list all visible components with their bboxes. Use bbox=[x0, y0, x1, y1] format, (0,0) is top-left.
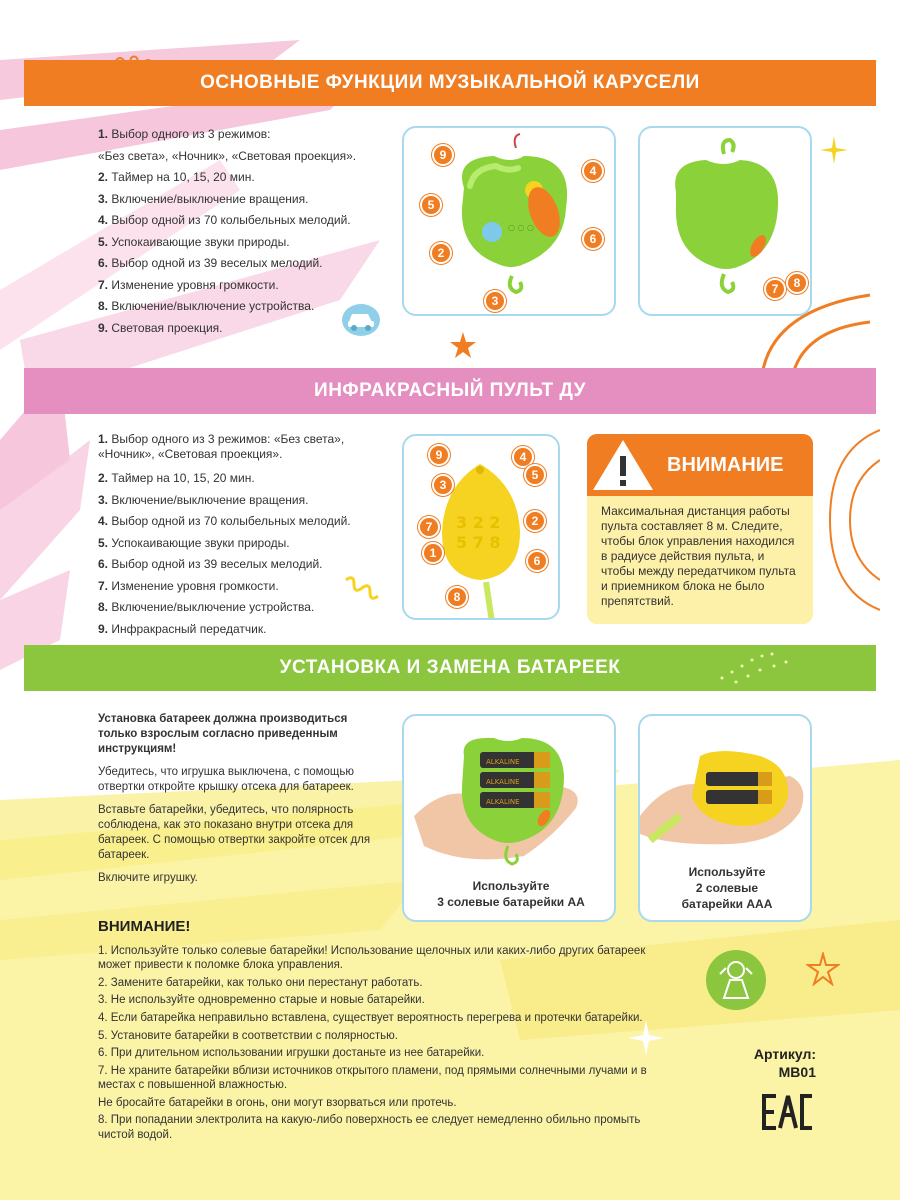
callout-3: 3 bbox=[484, 290, 506, 312]
battery-step-3: Включите игрушку. bbox=[98, 872, 198, 884]
list-item: 7. Изменение уровня громкости. bbox=[98, 578, 279, 593]
list-item: 4. Выбор одной из 70 колыбельных мелодий. bbox=[98, 514, 351, 528]
callout-4: 4 bbox=[582, 160, 604, 182]
list-item: 8. Включение/выключение устройства. bbox=[98, 600, 315, 614]
remote-warning-box bbox=[587, 434, 813, 624]
list-item: 5. Успокаивающие звуки природы. bbox=[98, 234, 290, 249]
star-icon bbox=[806, 952, 840, 986]
callout-3: 3 bbox=[432, 474, 454, 496]
section2-header bbox=[24, 368, 876, 414]
list-item: 7. Изменение уровня громкости. bbox=[98, 277, 279, 292]
list-item: «Ночник», «Световая проекция». bbox=[98, 447, 283, 461]
callout-7: 7 bbox=[418, 516, 440, 538]
star-icon bbox=[818, 134, 850, 166]
battery-instructions bbox=[98, 712, 388, 894]
list-item: 3. Включение/выключение вращения. bbox=[98, 191, 309, 206]
list-item: 9. Инфракрасный передатчик. bbox=[98, 621, 267, 636]
squiggle-decoration bbox=[342, 574, 382, 604]
star-icon bbox=[448, 330, 478, 360]
callout-8: 8 bbox=[446, 586, 468, 608]
list-item: 4. Если батарейка неправильно вставлена, существует вероятность перегрева и протечки батарейки. bbox=[98, 1012, 643, 1025]
warning-title: ВНИМАНИЕ bbox=[667, 453, 784, 476]
list-item: 6. Выбор одной из 39 веселых мелодий. bbox=[98, 557, 323, 571]
battery-step-1: Убедитесь, что игрушка выключена, с помощью отвертки откройте крышку отсека для батареек. bbox=[98, 766, 354, 793]
battery-intro: Установка батареек должна производиться только взрослым согласно приведенным инструкциям! bbox=[98, 713, 348, 755]
list-item: 8. Включение/выключение устройства. bbox=[98, 299, 315, 313]
apple-battery-compartment-image bbox=[404, 716, 616, 876]
list-item: 9. Световая проекция. bbox=[98, 320, 223, 335]
list-item: 2. Таймер на 10, 15, 20 мин. bbox=[98, 170, 255, 184]
attention-title: ВНИМАНИЕ! bbox=[98, 918, 191, 935]
toy-front-image-card bbox=[402, 126, 616, 316]
list-item: 5. Успокаивающие звуки природы. bbox=[98, 535, 290, 550]
callout-6: 6 bbox=[526, 550, 548, 572]
car-icon bbox=[340, 300, 382, 338]
caption-line: Используйте bbox=[472, 879, 550, 893]
sparkle-icon bbox=[626, 1018, 666, 1058]
eac-certification-logo bbox=[762, 1093, 814, 1131]
list-item: 1. Используйте только солевые батарейки! Использование щелочных или каких-либо других батареек может привести к поломке блока управления. bbox=[98, 945, 646, 972]
callout-9: 9 bbox=[428, 444, 450, 466]
section1-header bbox=[24, 60, 876, 106]
battery-step-2: Вставьте батарейки, убедитесь, что полярность соблюдена, как это показано внутри отсека для батареек. С помощью отвертки закройте отсек для батареек. bbox=[98, 804, 371, 861]
aa-caption bbox=[404, 878, 616, 910]
list-item: Не бросайте батарейки в огонь, они могут взорваться или протечь. bbox=[98, 1096, 457, 1109]
list-item: 1. Выбор одного из 3 режимов: bbox=[98, 127, 271, 141]
svg-text:3 2 2: 3 2 2 bbox=[456, 513, 501, 532]
battery-label: ALKALINE bbox=[486, 778, 520, 786]
list-item: 6. При длительном использовании игрушки достаньте из нее батарейки. bbox=[98, 1047, 485, 1060]
section2-function-list bbox=[98, 432, 351, 640]
article-label: Артикул: bbox=[753, 1046, 816, 1062]
list-item: 1. Выбор одного из 3 режимов: «Без света», bbox=[98, 432, 345, 446]
dots-decoration bbox=[716, 648, 796, 688]
callout-9: 9 bbox=[432, 144, 454, 166]
toy-back-image-card bbox=[638, 126, 812, 316]
section2-title: ИНФРАКРАСНЫЙ ПУЛЬТ ДУ bbox=[314, 380, 586, 401]
caption-line: Используйте bbox=[688, 865, 766, 879]
warning-text: Максимальная дистанция работы пульта составляет 8 м. Следите, чтобы блок управления находился в радиусе действия пульта, и чтобы между передатчиком пульта и приемником блока не было препятствий. bbox=[601, 504, 796, 608]
section1-title: ОСНОВНЫЕ ФУНКЦИИ МУЗЫКАЛЬНОЙ КАРУСЕЛИ bbox=[200, 72, 700, 93]
list-item: 5. Установите батарейки в соответствии с полярностью. bbox=[98, 1029, 398, 1042]
caption-line: 3 солевые батарейки АА bbox=[437, 895, 585, 909]
callout-2: 2 bbox=[430, 242, 452, 264]
remote-image-card bbox=[402, 434, 560, 620]
svg-text:5 7 8: 5 7 8 bbox=[456, 533, 501, 552]
callout-6: 6 bbox=[582, 228, 604, 250]
callout-5: 5 bbox=[420, 194, 442, 216]
callout-4: 4 bbox=[512, 446, 534, 468]
list-item: 2. Таймер на 10, 15, 20 мин. bbox=[98, 471, 255, 485]
aa-battery-image-card bbox=[402, 714, 616, 922]
list-item: 8. При попадании электролита на какую-либо поверхность ее следует немедленно обильно промыть чистой водой. bbox=[98, 1114, 641, 1141]
remote-battery-compartment-image bbox=[640, 716, 812, 856]
article-code: MB01 bbox=[778, 1064, 816, 1080]
list-item: 7. Не храните батарейки вблизи источников открытого пламени, под прямыми солнечными лучами и в местах с повышенной влажностью. bbox=[98, 1064, 647, 1092]
list-item: 2. Замените батарейки, как только они перестанут работать. bbox=[98, 976, 423, 989]
warning-triangle-icon bbox=[587, 434, 659, 496]
warning-header bbox=[587, 434, 813, 496]
callout-1: 1 bbox=[422, 542, 444, 564]
caption-line: батарейки ААА bbox=[681, 897, 773, 911]
girl-icon bbox=[704, 948, 768, 1012]
attention-list bbox=[98, 944, 658, 1145]
list-item: 3. Не используйте одновременно старые и новые батарейки. bbox=[98, 994, 425, 1007]
callout-7: 7 bbox=[764, 278, 786, 300]
circles-decoration bbox=[820, 420, 880, 620]
svg-text:○ ○ ○: ○ ○ ○ bbox=[508, 223, 535, 232]
article-number bbox=[740, 1045, 816, 1081]
battery-label: ALKALINE bbox=[486, 758, 520, 766]
section3-title: УСТАНОВКА И ЗАМЕНА БАТАРЕЕК bbox=[279, 657, 621, 678]
list-item: 4. Выбор одной из 70 колыбельных мелодий. bbox=[98, 213, 351, 227]
callout-2: 2 bbox=[524, 510, 546, 532]
list-item: «Без света», «Ночник», «Световая проекция». bbox=[98, 148, 357, 163]
callout-8: 8 bbox=[786, 272, 808, 294]
callout-5: 5 bbox=[524, 464, 546, 486]
list-item: 6. Выбор одной из 39 веселых мелодий. bbox=[98, 256, 323, 270]
battery-label: ALKALINE bbox=[486, 798, 520, 806]
section1-function-list bbox=[98, 124, 356, 339]
caption-line: 2 солевые bbox=[695, 881, 759, 895]
aaa-caption bbox=[640, 864, 812, 912]
aaa-battery-image-card bbox=[638, 714, 812, 922]
list-item: 3. Включение/выключение вращения. bbox=[98, 492, 309, 507]
